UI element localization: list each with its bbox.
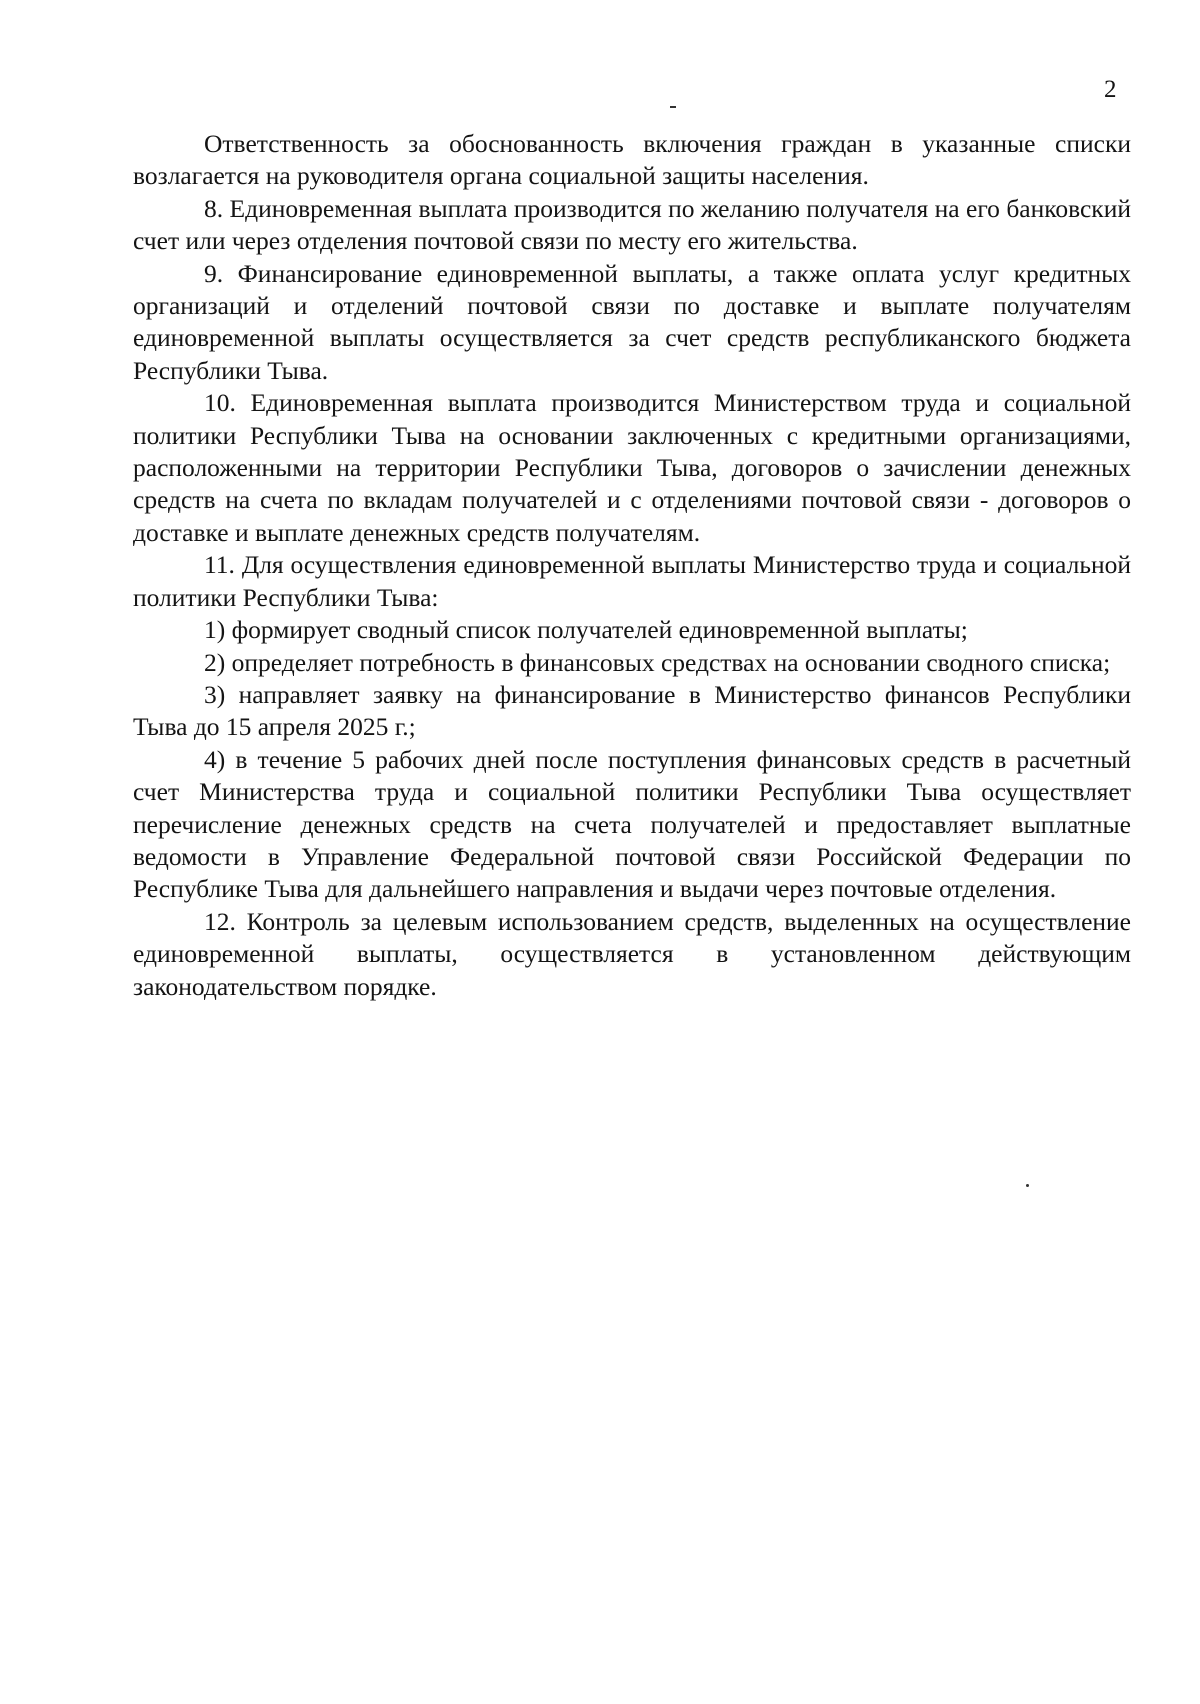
paragraph-item-10: 10. Единовременная выплата производится Министерством труда и социальной политики Республики Тыва на основании заключенных с кредитными организациями, расположенными на территории Республики Тыва, договоров о зачислении денежных средств на счета по вкладам получателей и с отделениями почтовой связи - договоров о доставке и выплате денежных средств получателям. — [133, 388, 1131, 547]
document-body — [133, 128, 1131, 1003]
subitem-4: 4) в течение 5 рабочих дней после поступления финансовых средств в расчетный счет Министерства труда и социальной политики Республики Тыва осуществляет перечисление денежных средств на счета получателей и предоставляет выплатные ведомости в Управление Федеральной почтовой связи Российской Федерации по Республике Тыва для дальнейшего направления и выдачи через почтовые отделения. — [133, 744, 1131, 904]
scan-artifact-dot — [1026, 1184, 1029, 1187]
paragraph-item-11: 11. Для осуществления единовременной выплаты Министерство труда и социальной политики Республики Тыва: — [133, 550, 1131, 612]
subitem-3: 3) направляет заявку на финансирование в Министерство финансов Республики Тыва до 15 апреля 2025 г.; — [133, 679, 1131, 742]
subitem-1: 1) формирует сводный список получателей единовременной выплаты; — [204, 615, 968, 645]
page-number: 2 — [1104, 76, 1117, 103]
paragraph-item-9: 9. Финансирование единовременной выплаты, а также оплата услуг кредитных организаций и отделений почтовой связи по доставке и выплате получателям единовременной выплаты осуществляется за счет средств республиканского бюджета Республики Тыва. — [133, 258, 1131, 385]
paragraph-item-12: 12. Контроль за целевым использованием средств, выделенных на осуществление единовременной выплаты, осуществляется в установленном действующим законодательством порядке. — [133, 906, 1131, 1001]
scan-artifact-mark — [670, 106, 676, 108]
subitem-2: 2) определяет потребность в финансовых средствах на основании сводного списка; — [204, 647, 1111, 677]
paragraph-responsibility: Ответственность за обоснованность включения граждан в указанные списки возлагается на руководителя органа социальной защиты населения. — [133, 129, 1131, 191]
paragraph-item-8: 8. Единовременная выплата производится по желанию получателя на его банковский счет или через отделения почтовой связи по месту его жительства. — [133, 193, 1131, 256]
